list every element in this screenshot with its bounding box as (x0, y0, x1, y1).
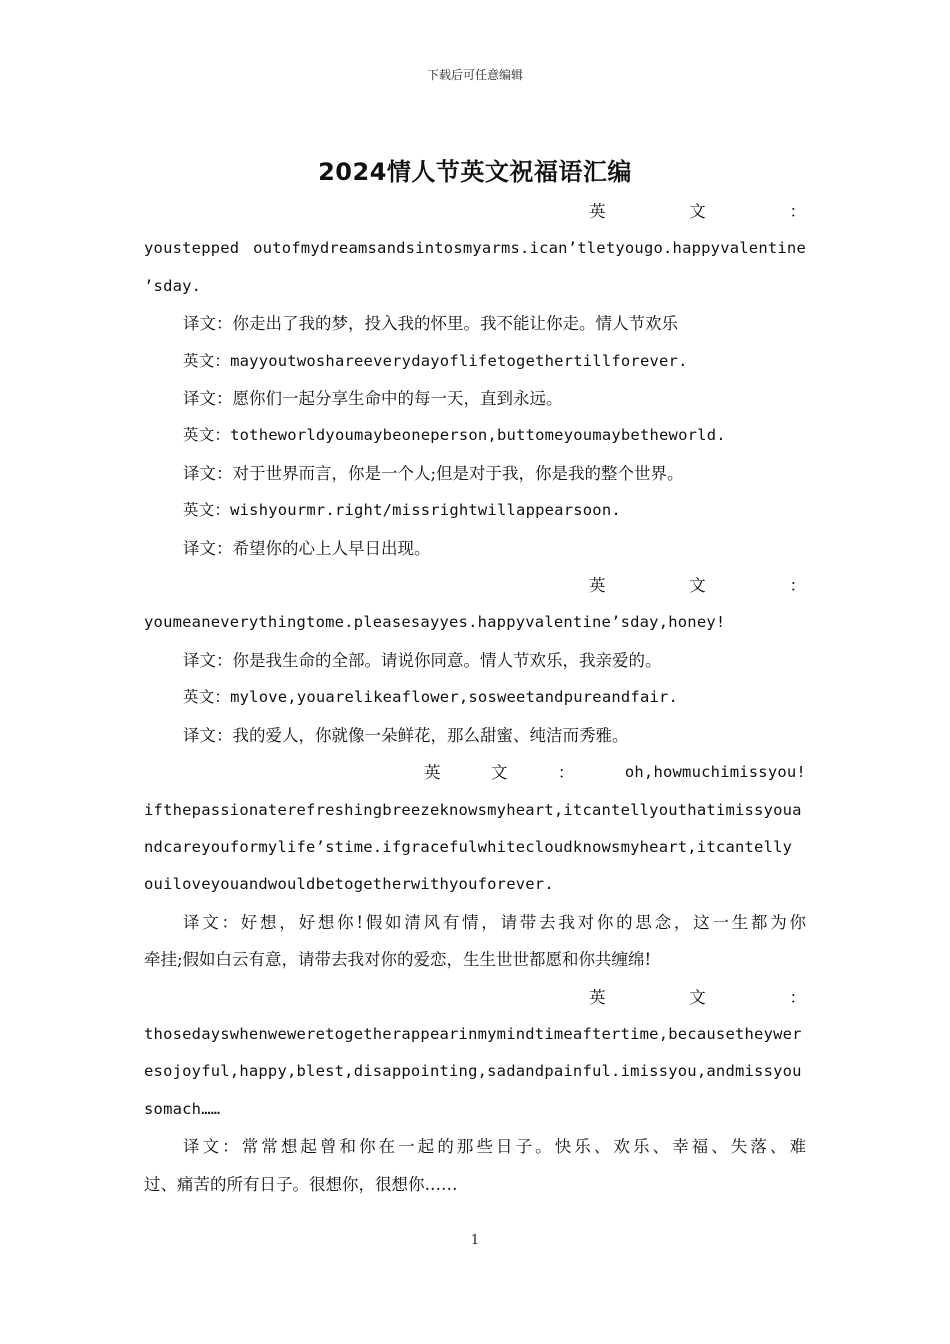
translation-line: 过、痛苦的所有日子。很想你，很想你…… (144, 1174, 458, 1194)
translation-line: 译文：我的爱人，你就像一朵鲜花，那么甜蜜、纯洁而秀雅。 (183, 725, 629, 745)
translation-line: 牵挂;假如白云有意，请带去我对你的爱恋，生生世世都愿和你共缠绵! (144, 950, 652, 970)
english-line: 英文：mylove,youarelikeaflower,sosweetandpureandfair. (183, 688, 679, 707)
page-header: 下载后可任意编辑 (426, 68, 523, 82)
label-colon: ： (557, 763, 575, 783)
english-line: 英文：mayyoutwoshareeverydayoflifetogethertillforever. (183, 351, 688, 370)
document-title: 2024情人节英文祝福语汇编 (318, 158, 632, 186)
label-char: 文 (689, 202, 706, 221)
label-char: 英 (589, 987, 606, 1007)
translation-line: 译文：希望你的心上人早日出现。 (183, 538, 431, 558)
document-body (144, 193, 806, 1203)
english-line: 英文：totheworldyoumaybeoneperson,buttomeyoumaybetheworld. (183, 426, 726, 445)
english-line: youstepped outofmydreamsandsintosmyarms.ican’tletyougo.happyvalentine (144, 239, 806, 258)
page-number: 1 (470, 1233, 480, 1248)
translation-line: 译文：你是我生命的全部。请说你同意。情人节欢乐，我亲爱的。 (183, 650, 662, 670)
label-char: 文 (689, 576, 706, 596)
english-line: youmeaneverythingtome.pleasesayyes.happyvalentine’sday,honey! (144, 613, 726, 632)
label-char: 文 (689, 987, 706, 1007)
label-tail: oh,howmuchimissyou! (624, 763, 806, 782)
label-colon: ： (789, 987, 806, 1007)
label-char: 英 (589, 202, 606, 221)
english-line: thosedayswhenweweretogetherappearinmymindtimeaftertime,becausetheywer (144, 1024, 802, 1043)
label-line (144, 193, 806, 230)
label-colon: ： (789, 202, 806, 221)
translation-line: 译文：愿你们一起分享生命中的每一天，直到永远。 (183, 389, 563, 409)
label-char: 文 (490, 763, 508, 783)
english-line: ’sday. (144, 276, 202, 295)
translation-line: 译文：对于世界而言，你是一个人;但是对于我，你是我的整个世界。 (183, 463, 684, 483)
english-line: somach…… (144, 1099, 221, 1118)
english-line: ifthepassionaterefreshingbreezeknowsmyheart,itcantellyouthatimissyoua (144, 800, 802, 819)
label-line (144, 567, 806, 604)
english-line: ndcareyouformylife’stime.ifgracefulwhitecloudknowsmyheart,itcantelly (144, 837, 793, 856)
label-line (144, 979, 806, 1016)
translation-line: 译文：好想，好想你!假如清风有情，请带去我对你的思念，这一生都为你 (183, 912, 806, 932)
english-line: ouiloveyouandwouldbetogetherwithyouforever. (144, 875, 554, 894)
english-line: 英文：wishyourmr.right/missrightwillappearsoon. (183, 501, 621, 520)
label-colon: ： (789, 576, 806, 596)
english-line: esojoyful,happy,blest,disappointing,sadandpainful.imissyou,andmissyou (144, 1062, 802, 1081)
label-char: 英 (424, 763, 441, 783)
label-char: 英 (589, 576, 606, 596)
translation-line: 译文：你走出了我的梦，投入我的怀里。我不能让你走。情人节欢乐 (183, 314, 678, 334)
translation-line: 译文：常常想起曾和你在一起的那些日子。快乐、欢乐、幸福、失落、难 (183, 1137, 806, 1157)
label-line (144, 754, 806, 791)
